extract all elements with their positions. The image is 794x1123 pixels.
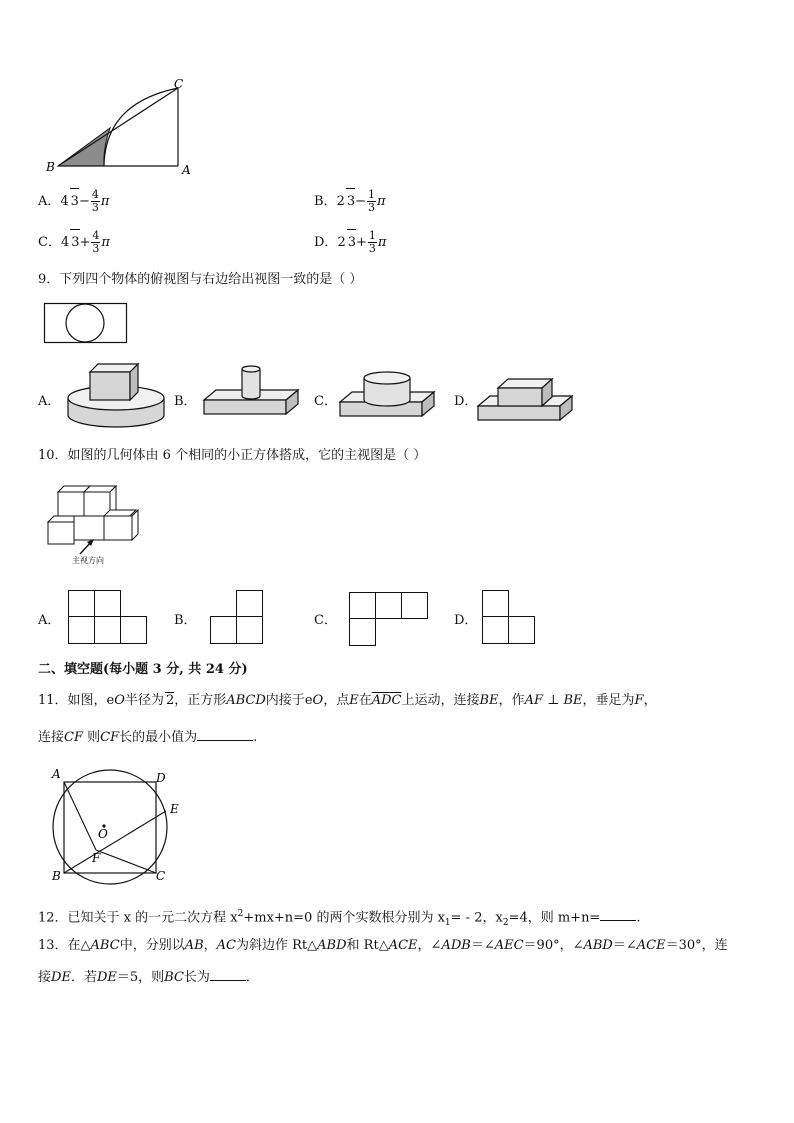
q10-view-arrow [76,538,100,556]
q11-answer-blank[interactable] [197,728,253,741]
q10-option-b-label[interactable]: B． [174,613,197,628]
q9-option-c-label[interactable]: C． [314,394,337,409]
q11-label-o: O [98,827,108,841]
q8-option-b[interactable]: B．2 3− $\frac{1}{3}$ π [314,188,386,214]
q13-line1: 13．在△ABC中，分别以AB，AC为斜边作 Rt△ABD和 Rt△ACE，∠ADB＝∠AEC＝90°，∠ABD＝∠ACE＝30°，连 [38,938,728,953]
q9-option-b-figure[interactable] [200,364,302,428]
q10-question: 10．如图的几何体由 6 个相同的小正方体搭成，它的主视图是（ ） [38,448,427,463]
q8-arc [104,88,178,166]
q8-label-a: A [182,163,191,177]
q8-figure [40,78,200,178]
q9-question: 9．下列四个物体的俯视图与右边给出视图一致的是（ ） [38,272,363,287]
q9-option-a-label[interactable]: A． [38,394,61,409]
q12-question: 12．已知关于 x 的一元二次方程 $x^2+mx+n=0$ 的两个实数根分别为 $x_1= - 2$，$x_2=4$，则 m+n= . [38,909,641,928]
q10-option-d-figure[interactable] [482,590,538,646]
q8-option-a[interactable]: A．4 3− $\frac{4}{3}$ π [38,188,110,214]
q11-label-f: F [92,851,101,865]
q9-option-c-figure[interactable] [338,370,436,426]
q8-label-c: C [174,77,184,91]
q11-label-b: B [52,869,61,883]
q9-top-view [44,303,130,345]
q8-option-c[interactable]: C．4 3+ $\frac{4}{3}$ π [38,229,110,255]
q10-option-a-label[interactable]: A． [38,613,61,628]
q11-figure [44,764,184,888]
q10-option-a-figure[interactable] [68,590,148,646]
q11-label-e: E [170,802,179,816]
q11-label-c: C [156,869,166,883]
q10-option-b-figure[interactable] [210,590,266,646]
q10-option-c-label[interactable]: C． [314,613,337,628]
q9-option-d-figure[interactable] [476,376,578,424]
section2-title: 二、填空题(每小题 3 分, 共 24 分) [38,662,248,677]
q10-arrow-caption: 主视方向 [72,556,104,565]
q10-option-c-figure[interactable] [349,592,429,648]
q9-option-d-label[interactable]: D． [454,394,478,409]
q8-option-d[interactable]: D．2 3+ $\frac{1}{3}$ π [314,229,387,255]
q12-answer-blank[interactable] [600,908,636,921]
q10-cube-figure [46,484,146,546]
q11-line2: 连接CF 则CF长的最小值为 . [38,730,258,745]
q9-option-a-figure[interactable] [66,360,168,430]
q11-label-d: D [156,771,166,785]
q11-label-a: A [52,767,61,781]
q9-option-b-label[interactable]: B． [174,394,197,409]
q13-line2: 接DE．若DE＝5，则BC长为 ． [38,970,259,985]
q8-label-b: B [46,160,55,174]
q11-line1: 11．如图，eO半径为 2，正方形ABCD内接于eO，点E在$\overline{ADC}$上运动，连接BE，作AF ⊥ BE，垂足为F， [38,693,657,708]
q13-answer-blank[interactable] [210,968,246,981]
q10-option-d-label[interactable]: D． [454,613,478,628]
